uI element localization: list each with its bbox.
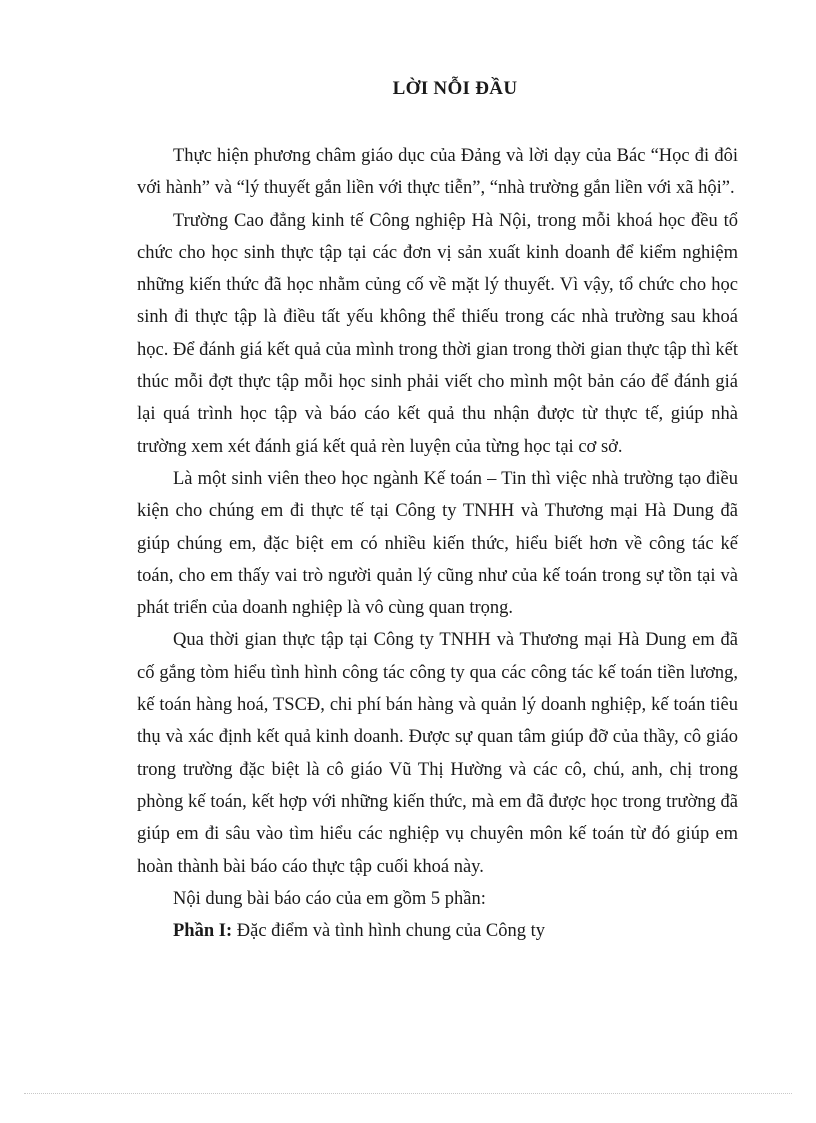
paragraph-school: Trường Cao đẳng kinh tế Công nghiệp Hà Nội, trong mỗi khoá học đều tổ chức cho học sinh thực tập tại các đơn vị sản xuất kinh doanh để kiểm nghiệm những kiến thức đã học nhằm củng cố về mặt lý thuyết. Vì vậy, tổ chức cho học sinh đi thực tập là điều tất yếu không thể thiếu trong các nhà trường sau khoá học. Để đánh giá kết quả của mình trong thời gian trong thời gian thực tập thì kết thúc mỗi đợt thực tập mỗi học sinh phải viết cho mình một bản cáo để đánh giá lại quá trình học tập và báo cáo kết quả thu nhận được từ thực tế, giúp nhà trường xem xét đánh giá kết quả rèn luyện của từng học tại cơ sở. <box>137 210 738 457</box>
part-one-line <box>137 915 738 947</box>
page-bottom-divider <box>24 1093 792 1094</box>
document-body <box>137 140 738 947</box>
paragraph-contents: Nội dung bài báo cáo của em gồm 5 phần: <box>173 888 486 909</box>
paragraph-intro: Thực hiện phương châm giáo dục của Đảng và lời dạy của Bác “Học đi đôi với hành” và “lý thuyết gắn liền với thực tiễn”, “nhà trường gắn liền với xã hội”. <box>137 146 738 199</box>
part-one-label: Phần I: <box>173 921 233 942</box>
paragraph-student: Là một sinh viên theo học ngành Kế toán – Tin thì việc nhà trường tạo điều kiện cho chúng em đi thực tế tại Công ty TNHH và Thương mại Hà Dung đã giúp chúng em, đặc biệt em có nhiều kiến thức, hiểu biết hơn về công tác kế toán, cho em thấy vai trò người quản lý cũng như của kế toán trong sự tồn tại và phát triển của doanh nghiệp là vô cùng quan trọng. <box>137 468 738 619</box>
part-one-text: Đặc điểm và tình hình chung của Công ty <box>232 921 546 942</box>
page-title: LỜI NỖI ĐẦU <box>392 78 518 99</box>
paragraph-internship: Qua thời gian thực tập tại Công ty TNHH và Thương mại Hà Dung em đã cố gắng tòm hiểu tình hình công tác công ty qua các công tác kế toán tiền lương, kế toán hàng hoá, TSCĐ, chi phí bán hàng và quản lý doanh nghiệp, kế toán tiêu thụ và xác định kết quả kinh doanh. Được sự quan tâm giúp đỡ của thầy, cô giáo trong trường đặc biệt là cô giáo Vũ Thị Hường và các cô, chú, anh, chị trong phòng kế toán, kết hợp với những kiến thức, mà em đã được học trong trường đã giúp em đi sâu vào tìm hiểu các nghiệp vụ chuyên môn kế toán từ đó giúp em hoàn thành bài báo cáo thực tập cuối khoá này. <box>137 630 738 877</box>
